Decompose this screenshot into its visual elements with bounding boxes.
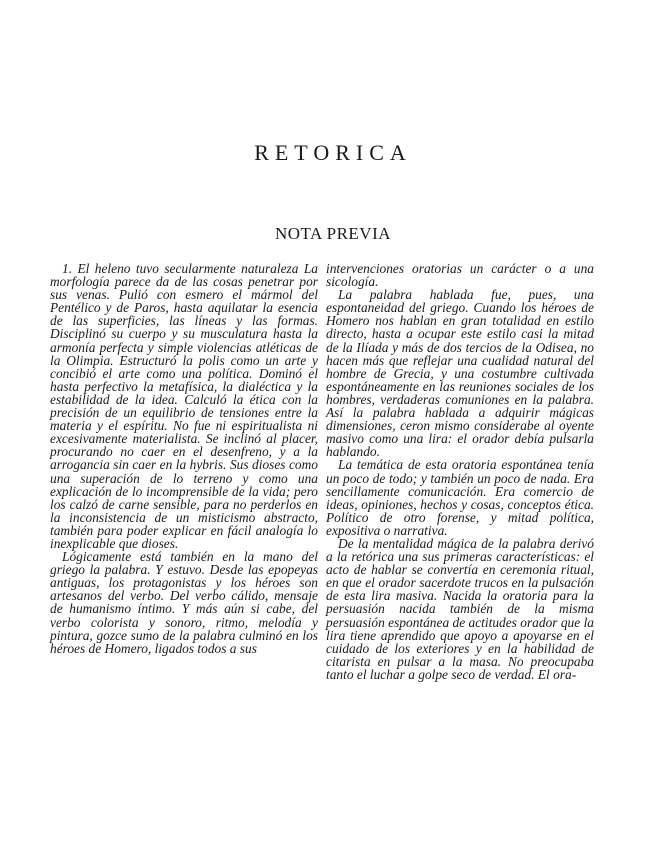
paragraph: La temática de esta oratoria espontánea tenía un poco de todo; y también un poco de nada. Era sencillamente comunicación. Era comercio de ideas, opiniones, hechos y cosas, conceptos ética. Político de otro forense, y mitad política, expositiva o narrativa. — [326, 457, 594, 538]
paragraph: La palabra hablada fue, pues, una espontaneidad del griego. Cuando los héroes de Homero nos hablan en gran totalidad en estilo directo, hasta a ocupar este estilo casi la mitad de la Ilíada y más de dos tercios de la Odisea, no hacen más que reflejar una cualidad natural del hombre de Grecia, y una costumbre cultivada espontáneamente en las reuniones sociales de los hombres, verdaderas comuniones en la palabra. Así la palabra hablada a adquirir mágicas dimensiones, ceron mismo considerabe al oyente masivo como una lira: el orador debía pulsarla hablando. — [326, 287, 594, 460]
paragraph: De la mentalidad mágica de la palabra derivó a la retórica una sus primeras características: el acto de hablar se convertía en ceremonia ritual, en que el orador sacerdote trucos en la pulsación de esta lira masiva. Nacida la oratoria para la persuasión nacida también de la misma persuasión espontánea de actitudes orador que la lira tiene aprendido que apoyo a apoyarse en el cuidado de los exteriores y en la habilidad de citarista en pulsar a la masa. No preocupaba tanto el luchar a golpe seco de verdad. El ora- — [326, 535, 594, 682]
chapter-title: RETORICA — [254, 140, 412, 165]
paragraph: 1. El heleno tuvo secularmente naturaleza La morfología parece da de las cosas penetrar por sus venas. Pulió con esmero el mármol del Pentélico y de Paros, hasta aquilatar la esencia de las superficies, las líneas y las formas. Disciplinó su cuerpo y su musculatura hasta la armonía perfecta y simple violencias atléticas de la Olimpia. Estructuró la polis como un arte y concibió el arte como una política. Dominó el hasta perfectivo la metafísica, la dialéctica y la estabilidad de la idea. Calculó la ética con la precisión de un equilibrio de tensiones entre la materia y el espíritu. No fue ni espiritualista ni excesivamente materialista. Se inclinó al placer, procurando no caer en el desenfreno, y a la arrogancia sin caer en la hybris. Sus dioses como una superación de lo terreno y como una explicación de lo incomprensible de la vida; pero los calzó de carne sensible, para no perderlos en la inconsistencia de un misticismo abstracto, también para poder explicar en fácil analogía lo inexplicable que dioses. — [50, 261, 318, 551]
paragraph: intervenciones oratorias un carácter o a una sicología. — [326, 261, 594, 290]
paragraph: Lógicamente está también en la mano del griego la palabra. Y estuvo. Desde las epopeyas antiguas, los protagonistas y los héroes son artesanos del verbo. Del verbo cálido, mensaje de humanismo íntimo. Y más aún si cabe, del verbo colorista y sonoro, ritmo, melodía y pintura, gozce sumo de la palabra culminó en los héroes de Homero, ligados todos a sus — [50, 549, 318, 656]
section-heading: NOTA PREVIA — [274, 224, 392, 243]
left-text-column — [50, 262, 318, 655]
right-text-column — [326, 262, 594, 681]
